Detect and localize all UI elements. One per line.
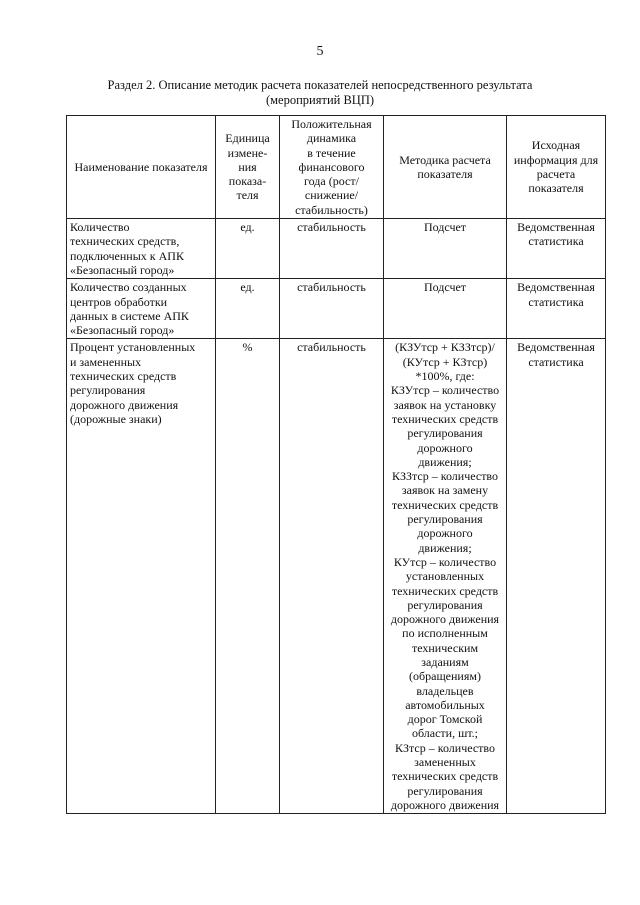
table-row <box>67 279 606 339</box>
text-line: Положительная <box>291 117 372 131</box>
text-line: измене- <box>227 145 268 160</box>
indicators-table <box>66 115 606 814</box>
text-line: статистика <box>528 294 584 309</box>
text-line: КУтср – количество <box>393 554 497 569</box>
text-line: регулирования <box>70 383 146 398</box>
text-line: области, шт.; <box>411 726 479 741</box>
text-line: (дорожные знаки) <box>70 411 162 426</box>
text-line: стабильность) <box>295 202 368 217</box>
text-line: центров обработки <box>70 294 168 309</box>
text-line: дорожного <box>417 440 473 455</box>
text-line: установленных <box>405 569 485 584</box>
text-line: года (рост/ <box>304 174 359 189</box>
text-line: регулирования <box>407 597 483 612</box>
section-title <box>60 78 580 108</box>
page-number: 5 <box>316 44 324 59</box>
text-line: ния <box>238 159 257 174</box>
row-source <box>507 279 606 339</box>
text-line: дорожного движения <box>70 397 179 412</box>
text-line: по исполненным <box>402 626 488 641</box>
text-line: регулирования <box>407 512 483 527</box>
row-name <box>67 339 216 814</box>
header-source: Исходная информация для расчета показателя <box>507 116 606 219</box>
text-line: Количество <box>70 220 130 235</box>
text-line: КЗУтср – количество <box>390 383 500 398</box>
row-method <box>384 339 507 814</box>
row-unit: % <box>216 339 280 814</box>
text-line: *100%, где: <box>415 369 475 384</box>
row-dynamics: стабильность <box>280 279 384 339</box>
text-line: замененных <box>414 755 476 770</box>
row-unit: ед. <box>216 279 280 339</box>
text-line: автомобильных <box>405 697 485 712</box>
text-line: технических средств <box>391 497 499 512</box>
text-line: (КУтср + КЗтср) <box>402 354 488 369</box>
table-row <box>67 339 606 814</box>
row-dynamics: стабильность <box>280 339 384 814</box>
table-header-row <box>67 116 606 219</box>
text-line: техническим <box>411 640 479 655</box>
text-line: «Безопасный город» <box>70 262 175 277</box>
text-line: динамика <box>306 131 357 146</box>
text-line: Ведомственная <box>517 280 595 295</box>
text-line: Процент установленных <box>70 340 196 355</box>
text-line: показа- <box>228 174 267 189</box>
text-line: заданиям <box>421 654 469 669</box>
header-method: Методика расчета показателя <box>384 116 507 219</box>
text-line: заявок на установку <box>393 397 497 412</box>
text-line: дорожного <box>417 526 473 541</box>
text-line: технических средств <box>70 369 177 384</box>
text-line: КЗЗтср – количество <box>391 469 499 484</box>
row-source <box>507 219 606 279</box>
section-title-line-2: (мероприятий ВЦП) <box>265 93 375 107</box>
text-line: дорожного движения <box>390 612 500 627</box>
text-line: (обращениям) <box>409 669 481 684</box>
text-line: «Безопасный город» <box>70 323 175 338</box>
text-line: теля <box>236 188 259 203</box>
text-line: КЗтср – количество <box>394 740 496 755</box>
text-line: Количество созданных <box>70 280 187 295</box>
text-line: и замененных <box>70 354 142 369</box>
text-line: дорожного движения <box>390 797 500 812</box>
text-line: движения; <box>418 454 472 469</box>
row-source <box>507 339 606 814</box>
table-row <box>67 219 606 279</box>
text-line: регулирования <box>407 426 483 441</box>
header-name: Наименование показателя <box>67 116 216 219</box>
text-line: технических средств <box>391 583 499 598</box>
row-dynamics: стабильность <box>280 219 384 279</box>
row-name <box>67 219 216 279</box>
text-line: Ведомственная <box>517 220 595 235</box>
text-line: (КЗУтср + КЗЗтср)/ <box>395 340 495 355</box>
row-unit: ед. <box>216 219 280 279</box>
header-unit <box>216 116 280 219</box>
text-line: заявок на замену <box>401 483 489 498</box>
text-line: снижение/ <box>304 188 359 203</box>
text-line: подключенных к АПК <box>70 248 184 263</box>
text-line: владельцев <box>416 683 474 698</box>
header-dynamics <box>280 116 384 219</box>
row-method: Подсчет <box>384 279 507 339</box>
text-line: технических средств <box>391 769 499 784</box>
text-line: статистика <box>528 234 584 249</box>
text-line: Ведомственная <box>517 340 595 355</box>
row-method: Подсчет <box>384 219 507 279</box>
section-title-line-1: Раздел 2. Описание методик расчета показателей непосредственного результата <box>107 78 533 92</box>
text-line: данных в системе АПК <box>70 308 189 323</box>
row-name <box>67 279 216 339</box>
text-line: в течение <box>307 145 356 160</box>
text-line: регулирования <box>407 783 483 798</box>
text-line: Единица <box>225 131 270 146</box>
text-line: технических средств <box>391 411 499 426</box>
text-line: финансового <box>298 159 365 174</box>
text-line: технических средств, <box>70 234 180 249</box>
text-line: дорог Томской <box>407 712 483 727</box>
text-line: движения; <box>418 540 472 555</box>
text-line: статистика <box>528 354 584 369</box>
